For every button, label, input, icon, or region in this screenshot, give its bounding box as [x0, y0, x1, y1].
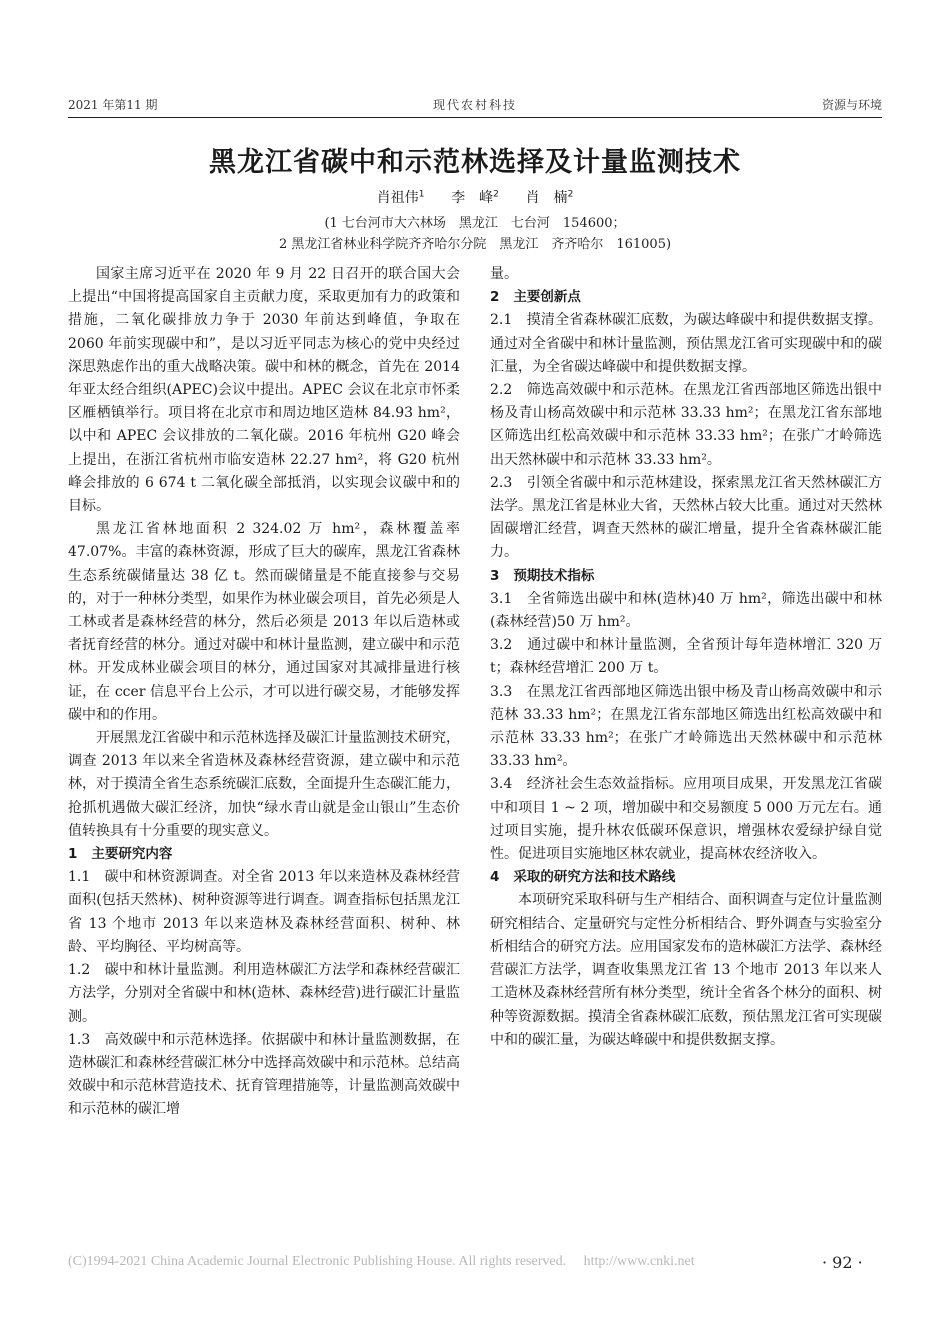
section-number: 2 [490, 289, 500, 306]
author-name: 肖祖伟 [376, 190, 419, 206]
section-number: 4 [490, 869, 500, 886]
list-item: 1.3 高效碳中和示范林选择。依据碳中和林计量监测数据，在造林碳汇和森林经营碳汇林分中选择高效碳中和示范林。总结高效碳中和示范林营造技术、抚育管理措施等，计量监测高效碳中和示范林的碳汇增 [68, 1031, 460, 1118]
section-heading [490, 866, 882, 889]
section-number: 3 [490, 567, 500, 584]
list-item: 2.2 筛选高效碳中和示范林。在黑龙江省西部地区筛选出银中杨及青山杨高效碳中和示范林 33.33 hm²；在黑龙江省东部地区筛选出红松高效碳中和示范林 33.33 hm²；在张广才岭筛选出天然林碳中和示范林 33.33 hm²。 [490, 382, 882, 468]
list-item: 2.3 引领全省碳中和示范林建设，探索黑龙江省天然林碳汇方法学。黑龙江省是林业大省，天然林占较大比重。通过对天然林固碳增汇经营，调查天然林的碳汇增量，提升全省森林碳汇能力。 [490, 474, 882, 561]
list-item: 3.3 在黑龙江省西部地区筛选出银中杨及青山杨高效碳中和示范林 33.33 hm²；在黑龙江省东部地区筛选出红松高效碳中和示范林 33.33 hm²；在张广才岭筛选出天然林碳中和示范林 33.33 hm²。 [490, 683, 882, 770]
list-item: 3.2 通过碳中和林计量监测，全省预计每年造林增汇 320 万 t；森林经营增汇 200 万 t。 [490, 637, 882, 677]
list-item: 1.2 碳中和林计量监测。利用造林碳汇方法学和森林经营碳汇方法学，分别对全省碳中和林(造林、森林经营)进行碳汇计量监测。 [68, 962, 460, 1025]
issue-label: 2021 年第11 期 [68, 98, 158, 112]
page-number: · 92 · [822, 1253, 863, 1272]
journal-name: 现代农村科技 [432, 98, 517, 112]
section-title: 预期技术指标 [513, 567, 595, 584]
copyright-footer: (C)1994-2021 China Academic Journal Electronic Publishing House. All rights reserved. http://www.cnki.net [68, 1254, 695, 1269]
body-paragraph: 开展黑龙江省碳中和示范林选择及碳汇计量监测技术研究，调查 2013 年以来全省造林及森林经营资源，建立碳中和示范林，对于摸清全省生态系统碳汇底数，全面提升生态碳汇能力，抢抓机遇做大碳汇经济，加快“绿水青山就是金山银山”生态价值转换具有十分重要的现实意义。 [68, 730, 460, 839]
section-number: 1 [68, 846, 78, 863]
list-item: 量。 [490, 266, 518, 282]
list-item: 3.4 经济社会生态效益指标。应用项目成果，开发黑龙江省碳中和项目 1 ~ 2 项，增加碳中和交易额度 5 000 万元左右。通过项目实施，提升林农低碳环保意识，增强林农爱绿护绿自觉性。促进项目实施地区林农就业，提高林农经济收入。 [490, 776, 882, 863]
author-list [0, 187, 950, 207]
section-name: 资源与环境 [821, 98, 882, 112]
author-name: 李 峰 [451, 190, 494, 206]
left-column [68, 263, 460, 1122]
header-rule [68, 117, 882, 118]
affiliation-2: 2 黑龙江省林业科学院齐齐哈尔分院 黑龙江 齐齐哈尔 161005) [278, 237, 672, 252]
author-name: 肖 楠 [525, 190, 568, 206]
author-affil-mark: 2 [493, 189, 499, 200]
running-header [68, 96, 882, 116]
section-heading [68, 843, 460, 866]
section-title: 采取的研究方法和技术路线 [513, 869, 676, 886]
author-affil-mark: 2 [567, 189, 574, 200]
list-item: 2.1 摸清全省森林碳汇底数，为碳达峰碳中和提供数据支撑。通过对全省碳中和林计量监测，预估黑龙江省可实现碳中和的碳汇量，为全省碳达峰碳中和提供数据支撑。 [490, 312, 882, 375]
article-title: 黑龙江省碳中和示范林选择及计量监测技术 [209, 147, 741, 178]
section-title: 主要创新点 [513, 289, 581, 306]
list-item: 3.1 全省筛选出碳中和林(造林)40 万 hm²，筛选出碳中和林(森林经营)50 万 hm²。 [490, 590, 882, 631]
body-paragraph: 黑龙江省林地面积 2 324.02 万 hm²，森林覆盖率 47.07%。丰富的森林资源，形成了巨大的碳库，黑龙江省森林生态系统碳储量达 38 亿 t。然而碳储量是不能直接参与交易的，对于一种林分类型，如果作为林业碳会项目，首先必须是人工林或者是森林经营的林分，然后必须是 2013 年以后造林或者抚育经营的林分。通过对碳中和林计量监测，建立碳中和示范林。开发成林业碳会项目的林分，通过国家对其减排量进行核证，在 ccer 信息平台上公示，才可以进行碳交易，才能够发挥碳中和的作用。 [68, 521, 460, 723]
body-paragraph: 国家主席习近平在 2020 年 9 月 22 日召开的联合国大会上提出“中国将提高国家自主贡献力度，采取更加有力的政策和措施，二氧化碳排放力争于 2030 年前达到峰值，争取在 2060 年前实现碳中和”，是以习近平同志为核心的党中央经过深思熟虑作出的重大战略决策。碳中和林的概念，首先在 2014 年亚太经合组织(APEC)会议中提出。APEC 会议在北京市怀柔区雁栖镇举行。项目将在北京市和周边地区造林 84.93 hm²，以中和 APEC 会议排放的二氧化碳。2016 年杭州 G20 峰会上提出，在浙江省杭州市临安造林 22.27 hm²，将 G20 杭州峰会排放的 6 674 t 二氧化碳全部抵消，以实现会议碳中和的目标。 [68, 266, 460, 515]
section-heading [490, 286, 882, 309]
author-affil-mark: 1 [418, 189, 425, 200]
right-column [490, 263, 882, 1052]
section-heading [490, 565, 882, 588]
affiliation-1: (1 七台河市大六林场 黑龙江 七台河 154600； [324, 216, 626, 231]
body-paragraph: 本项研究采取科研与生产相结合、面积调查与定位计量监测研究相结合、定量研究与定性分析相结合、野外调查与实验室分析相结合的研究方法。应用国家发布的造林碳汇方法学、森林经营碳汇方法学，调查收集黑龙江省 13 个地市 2013 年以来人工造林及森林经营所有林分类型，统计全省各个林分的面积、树种等资源数据。摸清全省森林碳汇底数，预估黑龙江省可实现碳中和的碳汇量，为碳达峰碳中和提供数据支撑。 [490, 892, 882, 1048]
list-item: 1.1 碳中和林资源调查。对全省 2013 年以来造林及森林经营面积(包括天然林)、树种资源等进行调查。调查指标包括黑龙江省 13 个地市 2013 年以来造林及森林经营面积、树种、林龄、平均胸径、平均树高等。 [68, 869, 460, 955]
section-title: 主要研究内容 [91, 846, 173, 863]
